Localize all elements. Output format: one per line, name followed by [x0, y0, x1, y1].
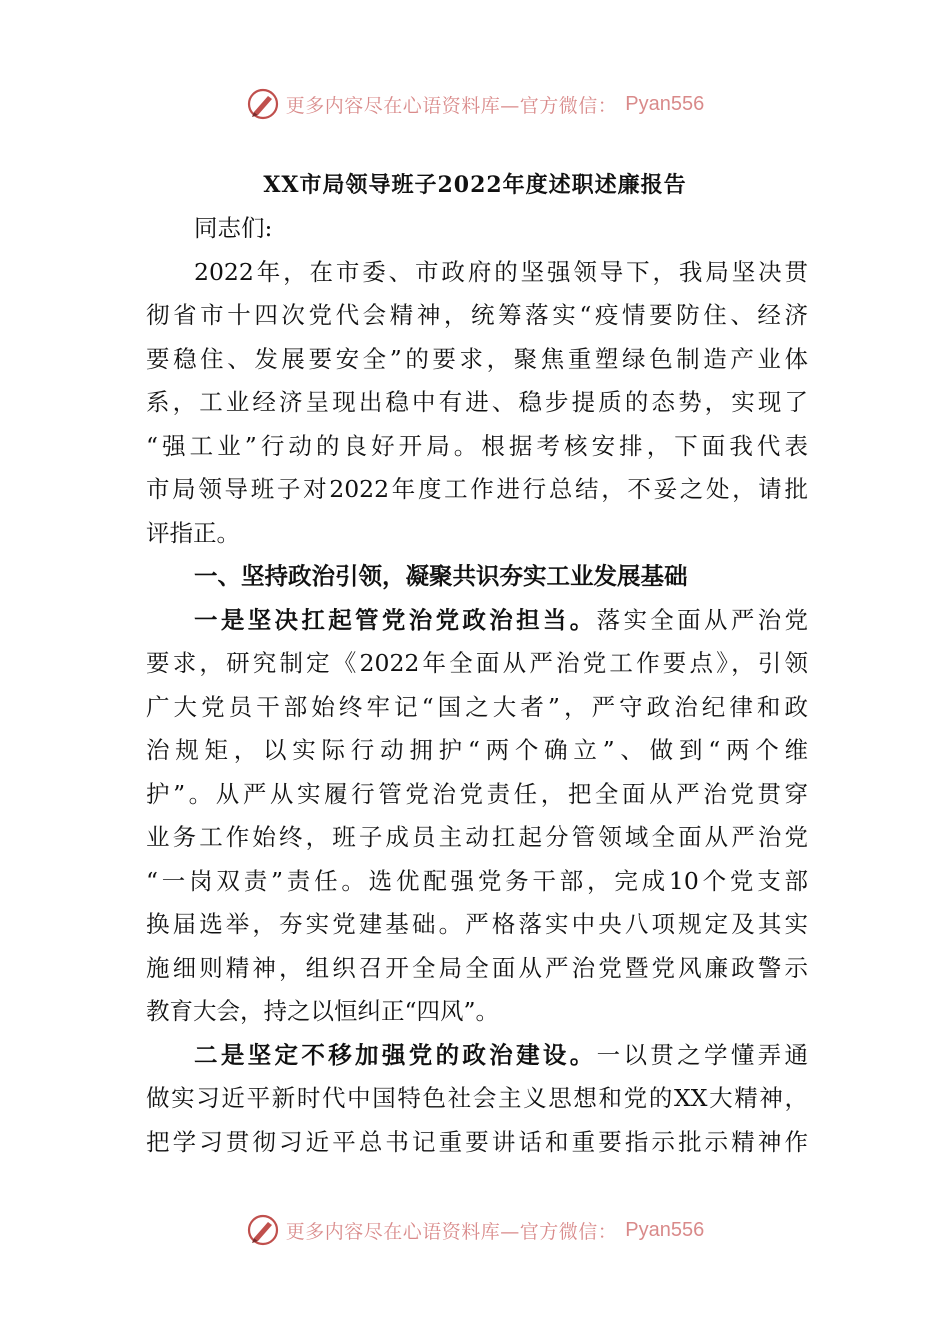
body-line: 教育大会，持之以恒纠正“四风”。 — [146, 997, 500, 1025]
body-line: 业务工作始终，班子成员主动扛起分管领域全面从严治党 — [146, 823, 808, 851]
paragraph-lead: 二是坚定不移加强党的政治建设。 — [194, 1040, 597, 1069]
salutation: 同志们: — [194, 214, 273, 242]
watermark-text: 更多内容尽在心语资料库—官方微信： — [285, 1220, 618, 1243]
body-line: 系，工业经济呈现出稳中有进、稳步提质的态势，实现了 — [146, 388, 808, 416]
paragraph-first-line — [146, 599, 808, 643]
pen-logo-icon — [246, 1213, 280, 1247]
body-line: 要求，研究制定《2022年全面从严治党工作要点》，引领 — [146, 649, 808, 677]
body-line: “强工业”行动的良好开局。根据考核安排，下面我代表 — [146, 431, 808, 460]
body-line: 换届选举，夯实党建基础。严格落实中央八项规定及其实 — [146, 910, 808, 938]
watermark-wechat-id: Pyan556 — [625, 92, 705, 115]
body-line: 广大党员干部始终牢记“国之大者”，严守政治纪律和政 — [146, 692, 808, 721]
watermark-wechat-id: Pyan556 — [625, 1218, 705, 1241]
body-line: 施细则精神，组织召开全局全面从严治党暨党风廉政警示 — [146, 953, 808, 982]
body-line: 评指正。 — [146, 518, 240, 547]
paragraph-text: 一以贯之学懂弄通 — [596, 1040, 808, 1069]
body-line: 护”。从严从实履行管党治党责任，把全面从严治党贯穿 — [146, 779, 808, 808]
body-line: 市局领导班子对2022年度工作进行总结，不妥之处，请批 — [146, 475, 808, 503]
body-line: 治规矩，以实际行动拥护“两个确立”、做到“两个维 — [146, 736, 808, 764]
body-line: 把学习贯彻习近平总书记重要讲话和重要指示批示精神作 — [146, 1127, 808, 1156]
body-line: 彻省市十四次党代会精神，统筹落实“疫情要防住、经济 — [146, 301, 808, 329]
paragraph-text: 落实全面从严治党 — [596, 605, 808, 634]
watermark-bottom — [0, 1210, 950, 1250]
paragraph-lead: 一是坚决扛起管党治党政治担当。 — [194, 605, 597, 634]
document-body — [146, 207, 808, 1164]
body-line: “一岗双责”责任。选优配强党务干部，完成10个党支部 — [146, 866, 808, 895]
body-line: 做实习近平新时代中国特色社会主义思想和党的XX大精神， — [146, 1084, 808, 1112]
watermark-top — [0, 84, 950, 124]
document-title: XX市局领导班子2022年度述职述廉报告 — [263, 172, 687, 198]
section-heading: 一、坚持政治引领，凝聚共识夯实工业发展基础 — [194, 562, 688, 590]
watermark-text: 更多内容尽在心语资料库—官方微信： — [285, 94, 618, 117]
body-line: 2022年，在市委、市政府的坚强领导下，我局坚决贯 — [194, 257, 808, 286]
pen-logo-icon — [246, 87, 280, 121]
paragraph-first-line — [146, 1034, 808, 1078]
body-line: 要稳住、发展要安全”的要求，聚焦重塑绿色制造产业体 — [146, 344, 808, 373]
